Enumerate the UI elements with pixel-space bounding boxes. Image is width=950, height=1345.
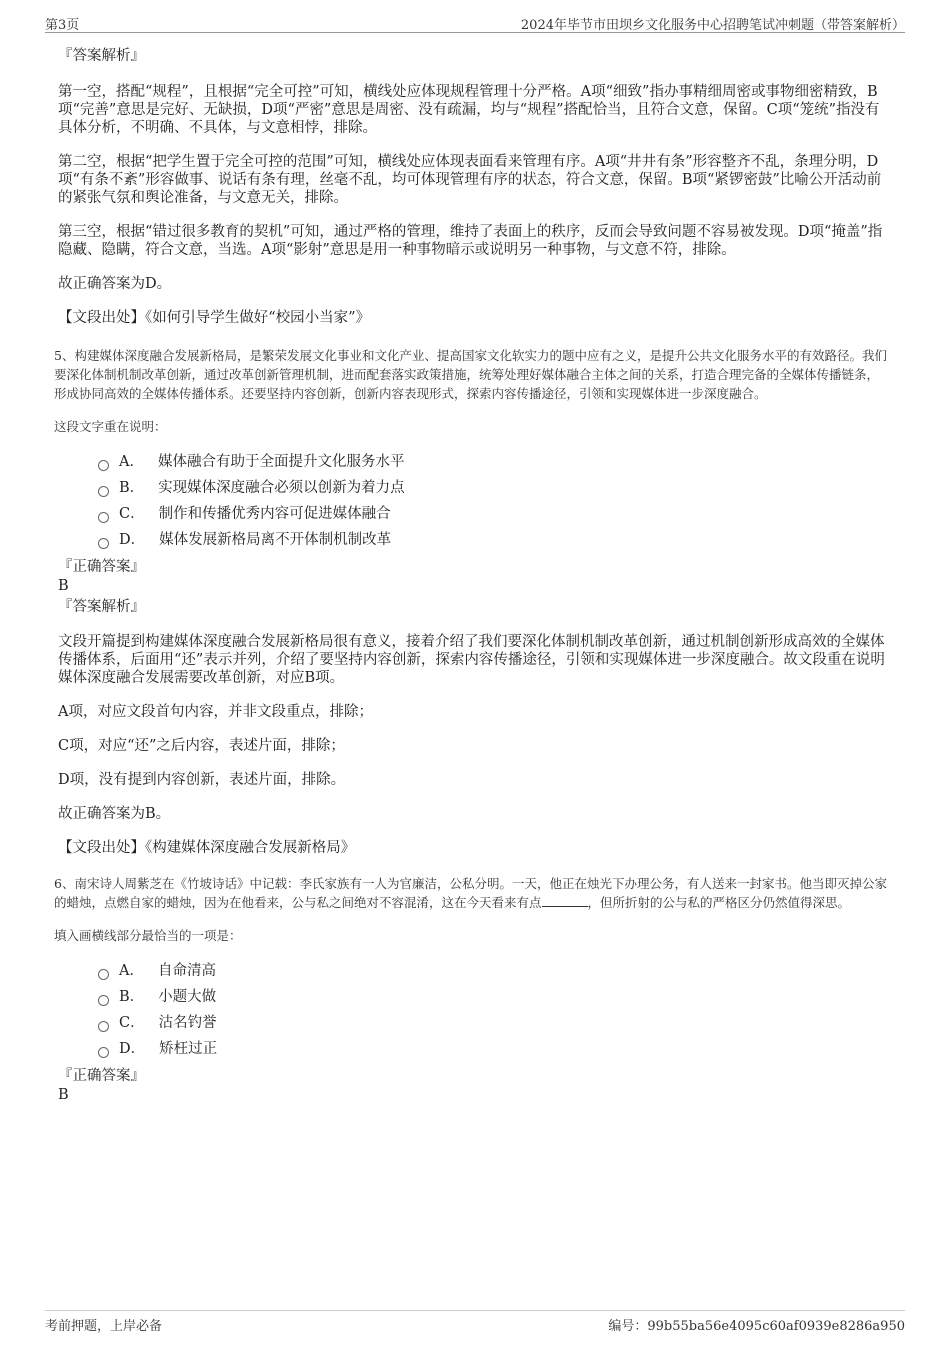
analysis-paragraph: 第二空，根据“把学生置于完全可控的范围”可知，横线处应体现表面看来管理有序。A项“井井有条”形容整齐不乱，条理分明，D项“有条不紊”形容做事、说话有条有理，丝毫不乱，均可体现管理有序的状态，符合文意，保留。B项“紧锣密鼓”比喻公开活动前的紧张气氛和舆论准备，与文意无关，排除。 [58,154,882,206]
answer-heading: 『正确答案』 [58,559,145,575]
analysis-paragraph: 文段开篇提到构建媒体深度融合发展新格局很有意义，接着介绍了我们要深化体制机制改革创新，通过机制创新形成高效的全媒体传播体系，后面用“还”表示并列，介绍了要坚持内容创新，探索内容传播途径，引领和实现媒体进一步深度融合。故文段重在说明媒体深度融合发展需要改革创新，对应B项。 [58,634,885,686]
conclusion: 故正确答案为B。 [58,806,171,822]
analysis-paragraph: 第三空，根据“错过很多教育的契机”可知，通过严格的管理，维持了表面上的秩序，反而会导致问题不容易被发现。D项“掩盖”指隐藏、隐瞒，符合文意，当选。A项“影射”意思是用一种事物暗示或说明另一种事物，与文意不符，排除。 [58,224,883,258]
document-id: 编号：99b55ba56e4095c60af0939e8286a950 [608,1319,905,1334]
radio-icon[interactable] [98,486,109,497]
analysis-paragraph: A项，对应文段首句内容，并非文段重点，排除； [58,704,373,720]
question-prompt: 这段文字重在说明： [54,419,167,434]
option-a[interactable]: A． 媒体融合有助于全面提升文化服务水平 [98,449,890,475]
answer-value: B [58,1087,69,1103]
option-c[interactable]: C． 沽名钓誉 [98,1010,890,1036]
source-citation: 【文段出处】《如何引导学生做好“校园小当家”》 [58,310,371,326]
radio-icon[interactable] [98,969,109,980]
source-citation: 【文段出处】《构建媒体深度融合发展新格局》 [58,840,356,856]
radio-icon[interactable] [98,1021,109,1032]
option-list [98,449,890,553]
option-d[interactable]: D． 媒体发展新格局离不开体制机制改革 [98,527,890,553]
option-b[interactable]: B． 小题大做 [98,984,890,1010]
radio-icon[interactable] [98,538,109,549]
analysis-paragraph: 第一空，搭配“规程”，且根据“完全可控”可知，横线处应体现规程管理十分严格。A项“细致”指办事精细周密或事物细密精致，B项“完善”意思是完好、无缺损，D项“严密”意思是周密、没有疏漏，均与“规程”搭配恰当，且符合文意，保留。C项“笼统”指没有具体分析，不明确、不具体，与文意相悖，排除。 [58,84,880,136]
answer-value: B [58,578,69,594]
option-c[interactable]: C． 制作和传播优秀内容可促进媒体融合 [98,501,890,527]
question-stem: 5、构建媒体深度融合发展新格局，是繁荣发展文化事业和文化产业、提高国家文化软实力的题中应有之义，是提升公共文化服务水平的有效路径。我们要深化体制机制改革创新，通过改革创新管理机制，进而配套落实政策措施，统筹处理好媒体融合主体之间的关系，打造合理完备的全媒体传播链条，形成协同高效的全媒体传播体系。还要坚持内容创新，创新内容表现形式，探索内容传播途径，引领和实现媒体进一步深度融合。 [54,348,887,401]
answer-heading: 『正确答案』 [58,1068,145,1084]
page-header [45,12,905,33]
analysis-paragraph: D项，没有提到内容创新，表述片面，排除。 [58,772,346,788]
question-stem: 6、南宋诗人周紫芝在《竹坡诗话》中记载：李氏家族有一人为官廉洁，公私分明。一天，他正在烛光下办理公务，有人送来一封家书。他当即灭掉公家的蜡烛，点燃自家的蜡烛，因为在他看来，公与私之间绝对不容混淆，这在今天看来有点 ，但所折射的公与私的严格区分仍然值得深思。 [54,876,887,910]
radio-icon[interactable] [98,460,109,471]
radio-icon[interactable] [98,995,109,1006]
page-footer [45,1310,905,1341]
option-b[interactable]: B． 实现媒体深度融合必须以创新为着力点 [98,475,890,501]
analysis-paragraph: C项，对应“还”之后内容，表述片面，排除； [58,738,345,754]
analysis-heading: 『答案解析』 [58,599,145,615]
document-title: 2024年毕节市田坝乡文化服务中心招聘笔试冲刺题（带答案解析） [520,18,905,33]
option-a[interactable]: A． 自命清高 [98,958,890,984]
conclusion: 故正确答案为D。 [58,276,172,292]
document-body [54,44,890,1104]
radio-icon[interactable] [98,1047,109,1058]
analysis-heading: 『答案解析』 [58,48,145,64]
footer-slogan: 考前押题，上岸必备 [45,1319,163,1334]
option-list [98,958,890,1062]
option-d[interactable]: D． 矫枉过正 [98,1036,890,1062]
question-prompt: 填入画横线部分最恰当的一项是： [54,928,242,943]
fill-blank [542,906,588,907]
radio-icon[interactable] [98,512,109,523]
page-number: 第3页 [45,18,80,33]
